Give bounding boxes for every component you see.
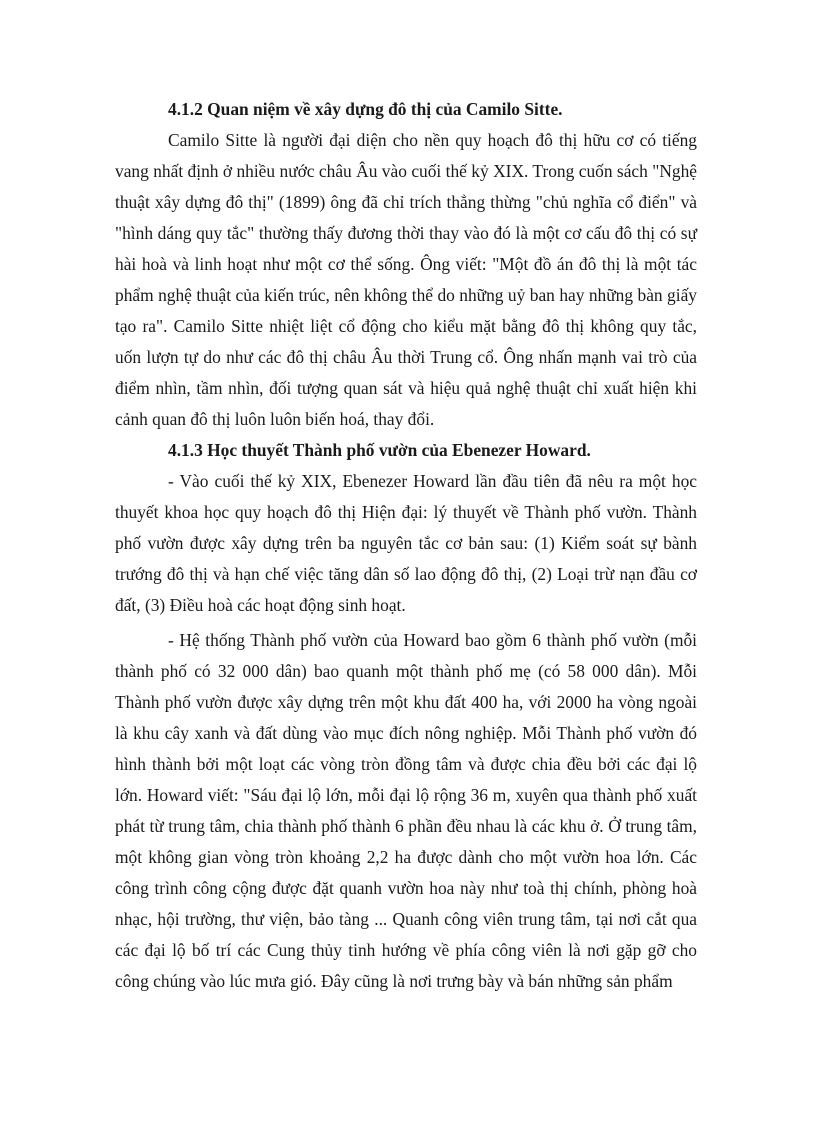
section-heading-4-1-2: 4.1.2 Quan niệm về xây dựng đô thị của Camilo Sitte. xyxy=(168,99,563,119)
paragraph-howard-system: - Hệ thống Thành phố vườn của Howard bao gồm 6 thành phố vườn (mỗi thành phố có 32 000 dân) bao quanh một thành phố mẹ (có 58 000 dân). Mỗi Thành phố vườn được xây dựng trên một khu đất 400 ha, với 2000 ha vòng ngoài là khu cây xanh và đất dùng vào mục đích nông nghiệp. Mỗi Thành phố vườn đó hình thành bởi một loạt các vòng tròn đồng tâm và được chia đều bởi các đại lộ lớn. Howard viết: "Sáu đại lộ lớn, mỗi đại lộ rộng 36 m, xuyên qua thành phố xuất phát từ trung tâm, chia thành phố thành 6 phần đều nhau là các khu ở. Ở trung tâm, một không gian vòng tròn khoảng 2,2 ha được dành cho một vườn hoa lớn. Các công trình công cộng được đặt quanh vườn hoa này như toà thị chính, phòng hoà nhạc, hội trường, thư viện, bảo tàng ... Quanh công viên trung tâm, tại nơi cắt qua các đại lộ bố trí các Cung thủy tinh hướng về phía công viên là nơi gặp gỡ cho công chúng vào lúc mưa gió. Đây cũng là nơi trưng bày và bán những sản phẩm xyxy=(115,630,697,991)
paragraph-camilo-sitte: Camilo Sitte là người đại diện cho nền quy hoạch đô thị hữu cơ có tiếng vang nhất định ở nhiều nước châu Âu vào cuối thế kỷ XIX. Trong cuốn sách "Nghệ thuật xây dựng đô thị" (1899) ông đã chỉ trích thẳng thừng "chủ nghĩa cổ điển" và "hình dáng quy tắc" thường thấy đương thời thay vào đó là một cơ cấu đô thị có sự hài hoà và linh hoạt như một cơ thể sống. Ông viết: "Một đồ án đô thị là một tác phẩm nghệ thuật của kiến trúc, nên không thể do những uỷ ban hay những bàn giấy tạo ra". Camilo Sitte nhiệt liệt cổ động cho kiểu mặt bằng đô thị không quy tắc, uốn lượn tự do như các đô thị châu Âu thời Trung cổ. Ông nhấn mạnh vai trò của điểm nhìn, tầm nhìn, đối tượng quan sát và hiệu quả nghệ thuật chỉ xuất hiện khi cảnh quan đô thị luôn luôn biến hoá, thay đổi. xyxy=(115,130,697,429)
section-heading-4-1-3: 4.1.3 Học thuyết Thành phố vườn của Ebenezer Howard. xyxy=(168,440,591,460)
document-body xyxy=(115,94,697,997)
paragraph-howard-intro: - Vào cuối thế kỷ XIX, Ebenezer Howard lần đầu tiên đã nêu ra một học thuyết khoa học quy hoạch đô thị Hiện đại: lý thuyết về Thành phố vườn. Thành phố vườn được xây dựng trên ba nguyên tắc cơ bản sau: (1) Kiểm soát sự bành trướng đô thị và hạn chế việc tăng dân số lao động đô thị, (2) Loại trừ nạn đầu cơ đất, (3) Điều hoà các hoạt động sinh hoạt. xyxy=(115,471,697,615)
